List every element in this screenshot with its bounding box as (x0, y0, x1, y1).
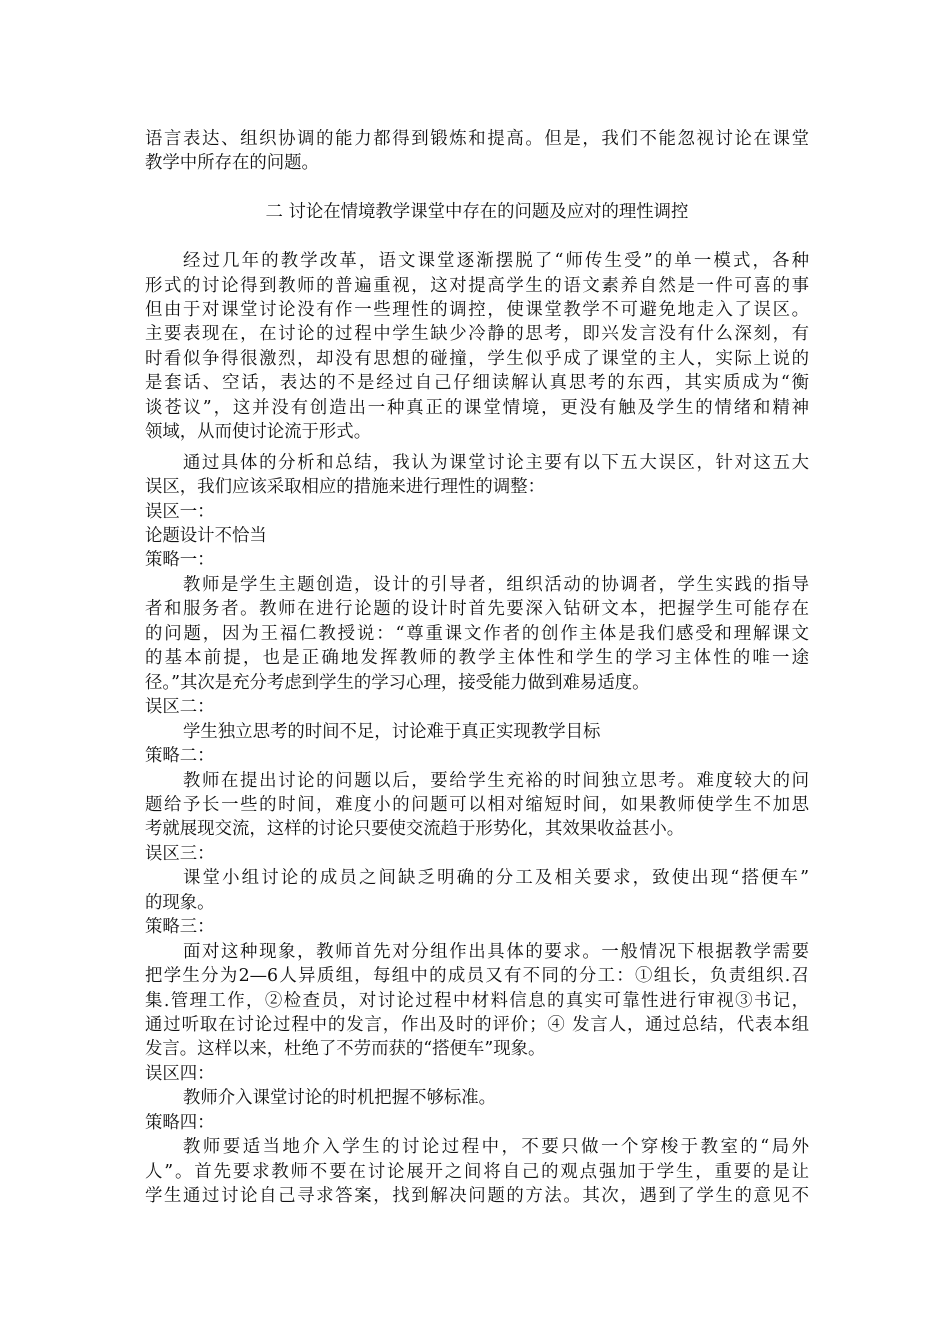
text-line: 误区四： (145, 1064, 215, 1084)
text-line: 教师介入课堂讨论的时机把握不够标准。 (183, 1088, 497, 1108)
text-line: 教师在提出讨论的问题以后，要给学生充裕的时间独立思考。难度较大的问 (183, 771, 809, 791)
text-line: 策略四： (145, 1113, 215, 1133)
text-line: 的现象。 (145, 893, 215, 913)
text-line: 二 讨论在情境教学课堂中存在的问题及应对的理性调控 (265, 202, 689, 222)
text-line: 学生通过讨论自己寻求答案，找到解决问题的方法。其次，遇到了学生的意见不 (145, 1186, 809, 1206)
text-line: 人”。首先要求教师不要在讨论展开之间将自己的观点强加于学生，重要的是让 (145, 1162, 809, 1182)
text-line: 把学生分为2—6人异质组，每组中的成员又有不同的分工：①组长，负责组织.召 (145, 966, 809, 986)
text-line: 题给予长一些的时间，难度小的问题可以相对缩短时间，如果教师使学生不加思 (145, 795, 809, 815)
text-line: 误区，我们应该采取相应的措施来进行理性的调整： (145, 477, 545, 497)
text-line: 误区三： (145, 844, 215, 864)
text-line: 领域，从而使讨论流于形式。 (145, 422, 372, 442)
text-line: 误区一： (145, 502, 215, 522)
text-line: 教学中所存在的问题。 (145, 153, 319, 173)
text-line: 时看似争得很激烈，却没有思想的碰撞，学生似乎成了课堂的主人，实际上说的 (145, 349, 809, 369)
text-line: 课堂小组讨论的成员之间缺乏明确的分工及相关要求，致使出现“搭便车” (183, 868, 809, 888)
text-line: 论题设计不恰当 (145, 526, 267, 546)
text-line: 但由于对课堂讨论没有作一些理性的调控，使课堂教学不可避免地走入了误区。 (145, 300, 809, 320)
text-line: 形式的讨论得到教师的普遍重视，这对提高学生的语文素养自然是一件可喜的事 (145, 276, 809, 296)
text-line: 的基本前提，也是正确地发挥教师的教学主体性和学生的学习主体性的唯一途 (145, 648, 809, 668)
text-line: 教师是学生主题创造，设计的引导者，组织活动的协调者，学生实践的指导 (183, 575, 809, 595)
text-line: 集.管理工作，②检查员，对讨论过程中材料信息的真实可靠性进行审视③书记， (145, 991, 809, 1011)
text-line: 经过几年的教学改革，语文课堂逐渐摆脱了“师传生受”的单一模式，各种 (183, 251, 809, 271)
text-line: 谈苍议”，这并没有创造出一种真正的课堂情境，更没有触及学生的情绪和精神 (145, 398, 809, 418)
text-line: 策略三： (145, 917, 215, 937)
text-line: 学生独立思考的时间不足，讨论难于真正实现教学目标 (183, 722, 601, 742)
text-line: 发言。这样以来，杜绝了不劳而获的“搭便车”现象。 (145, 1039, 546, 1059)
text-line: 是套话、空话，表达的不是经过自己仔细读解认真思考的东西，其实质成为“衡 (145, 373, 809, 393)
text-line: 误区二： (145, 697, 215, 717)
text-line: 面对这种现象，教师首先对分组作出具体的要求。一般情况下根据教学需要 (183, 942, 809, 962)
text-line: 教师要适当地介入学生的讨论过程中，不要只做一个穿梭于教室的“局外 (183, 1137, 809, 1157)
text-line: 通过听取在讨论过程中的发言，作出及时的评价；④ 发言人，通过总结，代表本组 (145, 1015, 809, 1035)
text-line: 主要表现在，在讨论的过程中学生缺少冷静的思考，即兴发言没有什么深刻，有 (145, 324, 809, 344)
text-line: 策略二： (145, 746, 215, 766)
text-line: 的问题，因为王福仁教授说：“尊重课文作者的创作主体是我们感受和理解课文 (145, 624, 809, 644)
text-line: 通过具体的分析和总结，我认为课堂讨论主要有以下五大误区，针对这五大 (183, 453, 809, 473)
text-line: 语言表达、组织协调的能力都得到锻炼和提高。但是，我们不能忽视讨论在课堂 (145, 129, 809, 149)
text-line: 径。”其次是充分考虑到学生的学习心理，接受能力做到难易适度。 (145, 673, 650, 693)
text-line: 考就展现交流，这样的讨论只要使交流趋于形势化，其效果收益甚小。 (145, 819, 685, 839)
text-line: 者和服务者。教师在进行论题的设计时首先要深入钻研文本，把握学生可能存在 (145, 599, 809, 619)
text-line: 策略一： (145, 550, 215, 570)
